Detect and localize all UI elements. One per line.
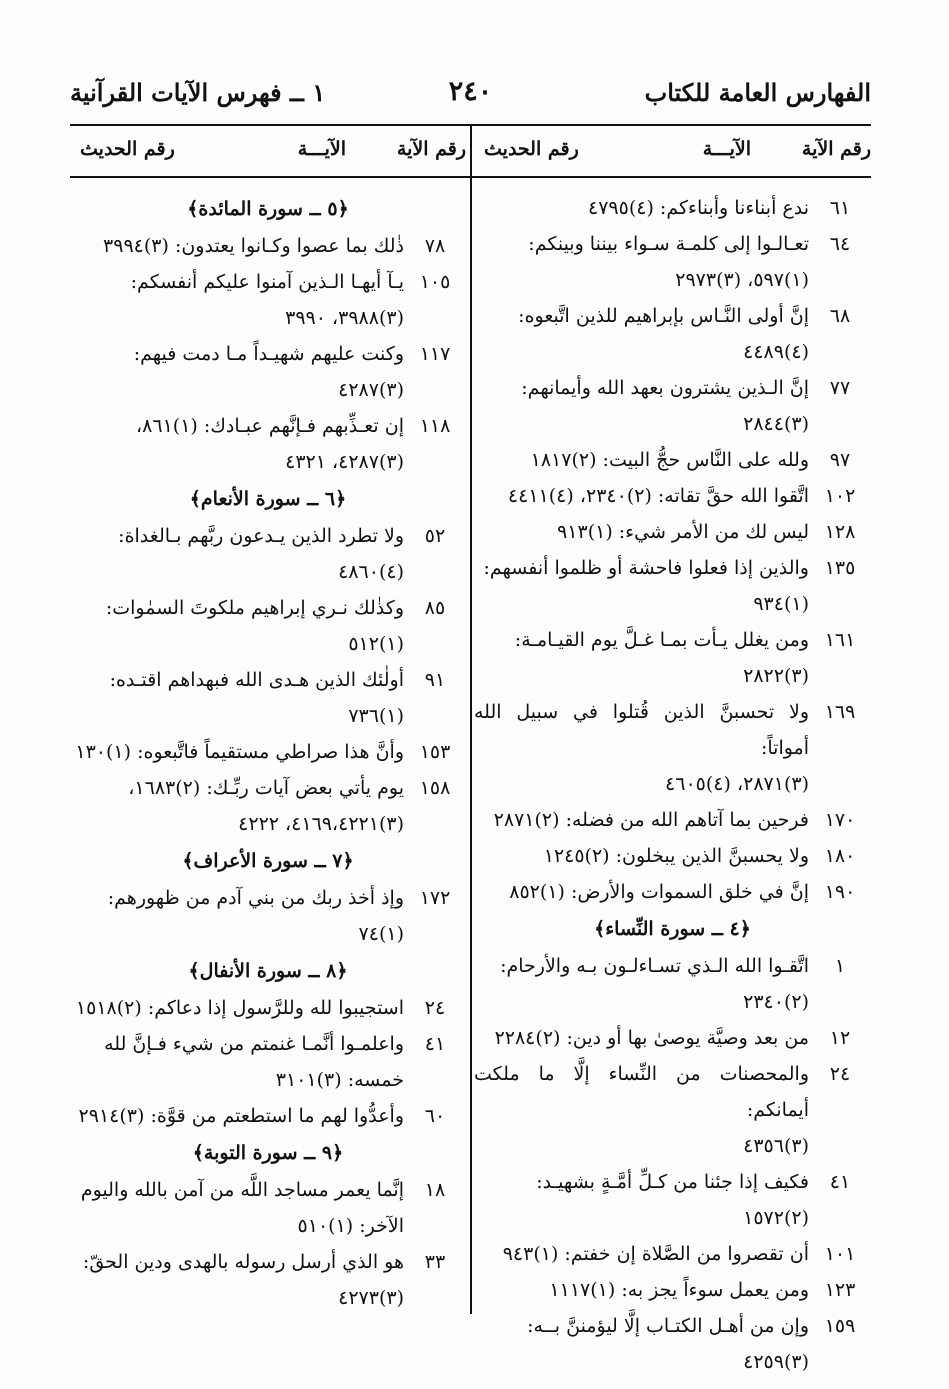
column-header <box>474 124 871 176</box>
ayah-number: ٦٤ <box>829 233 851 255</box>
ayah-number: ١٢٣ <box>824 1279 856 1301</box>
hadith-references: (٣)٤١٦٩،٤٢٢١، ٤٢٢٢ <box>238 813 404 835</box>
ayah-number: ١٦١ <box>824 629 856 651</box>
ayah-text: ومن يغلل يـأت بمـا غـلَّ يوم القيـامـة: <box>514 629 809 651</box>
entry-body <box>474 1272 809 1308</box>
hadith-references: (١)٧٣٦ <box>348 705 404 727</box>
index-entry <box>70 1026 466 1098</box>
column-divider <box>470 124 472 1314</box>
entry-body <box>474 802 809 838</box>
ayah-number: ١١٨ <box>419 415 451 437</box>
hadith-references: (٣)٤٣٥٦ <box>743 1135 809 1157</box>
entry-body <box>70 990 404 1026</box>
entry-body <box>474 190 809 226</box>
index-entry <box>474 298 871 370</box>
surah-heading: ﴿٩ ــ سورة التوبة﴾ <box>192 1142 344 1164</box>
ayah-text: وأنَّ هذا صراطي مستقيماً فاتَّبعوه: (١)١٣٠ <box>75 741 404 763</box>
entry-body <box>70 1172 404 1244</box>
index-entry <box>474 802 871 838</box>
index-entry <box>70 264 466 336</box>
index-entry <box>474 874 871 910</box>
ayah-text: وإذ أخذ ربك من بني آدم من ظهورهم: <box>107 887 404 909</box>
entry-body <box>474 550 809 622</box>
column-header <box>70 124 466 176</box>
index-entry <box>70 336 466 408</box>
ayah-number: ١١٧ <box>419 343 451 365</box>
ayah-text: ولا يحسبنَّ الذين يبخلون: (٢)١٢٤٥ <box>543 845 809 867</box>
ayah-number: ١٢٨ <box>824 521 856 543</box>
entry-body <box>70 1098 404 1134</box>
entry-body <box>70 228 404 264</box>
index-entry <box>474 838 871 874</box>
index-entry <box>70 1244 466 1316</box>
hadith-references: (٤)٤٤٨٩ <box>743 341 809 363</box>
ayah-number: ٩٧ <box>829 449 851 471</box>
entry-body <box>474 478 809 514</box>
section-title: ١ ــ فهرس الآيات القرآنية <box>70 78 326 107</box>
entry-body <box>474 1236 809 1272</box>
ayah-text: إنَّ في خلق السموات والأرض: (١)٨٥٢ <box>509 881 809 903</box>
ayah-text: يـآ أيهـا الـذين آمنوا عليكم أنفسكم: <box>130 271 404 293</box>
entry-body <box>70 880 404 952</box>
ayah-text: أن تقصروا من الصَّلاة إن خفتم: (١)٩٤٣ <box>502 1243 809 1265</box>
right-entries <box>474 176 871 1380</box>
ayah-number: ١ <box>834 955 846 977</box>
ayah-text: ولا تحسبنَّ الذين قُتلوا في سبيل الله أمواتاً: <box>474 701 809 759</box>
hadith-references: (٣)٤٢٨٧، ٤٣٢١ <box>285 451 404 473</box>
ayah-text: استجيبوا لله وللرَّسول إذا دعاكم: (٢)١٥١٨ <box>75 997 404 1019</box>
ayah-text: والذين إذا فعلوا فاحشة أو ظلموا أنفسهم: <box>483 557 809 579</box>
ayah-number: ١٠٥ <box>419 271 451 293</box>
ayah-number: ٧٧ <box>829 377 851 399</box>
book-indexes-title: الفهارس العامة للكتاب <box>644 78 871 107</box>
index-entry <box>70 518 466 590</box>
index-entry <box>70 990 466 1026</box>
ayah-text: ندع أبناءنا وأبناءكم: (٤)٤٧٩٥ <box>588 197 809 219</box>
ayah-text: والمحصنات من النِّساء إلَّا ما ملكت أيمانكم: <box>474 1063 809 1121</box>
ayah-number: ٢٤ <box>424 997 446 1019</box>
entry-body <box>474 838 809 874</box>
hadith-references: (١)٥١٢ <box>348 633 404 655</box>
hadith-number-header: رقم الحديث <box>484 138 579 160</box>
index-entry <box>70 662 466 734</box>
entry-body <box>474 948 809 1020</box>
surah-heading: ﴿٦ ــ سورة الأنعام﴾ <box>189 488 347 510</box>
hadith-references: (٢)٢٣٤٠ <box>743 991 809 1013</box>
index-entry <box>474 948 871 1020</box>
hadith-references: (٣)٣٩٨٨، ٣٩٩٠ <box>285 307 404 329</box>
index-entry <box>70 1172 466 1244</box>
hadith-references: خمسه: (٣)٣١٠١ <box>275 1069 404 1091</box>
index-entry <box>474 226 871 298</box>
ayah-text: هو الذي أرسل رسوله بالهدى ودين الحقّ: <box>82 1251 404 1273</box>
ayah-number: ٥٢ <box>424 525 446 547</box>
entry-body <box>70 408 404 480</box>
hadith-references: (٣)٤٢٧٣ <box>338 1287 404 1309</box>
ayah-number: ١٣٥ <box>824 557 856 579</box>
entry-body <box>474 1308 809 1380</box>
index-entry <box>474 622 871 694</box>
index-entry <box>474 478 871 514</box>
surah-heading: ﴿٤ ــ سورة النِّساء﴾ <box>594 918 751 940</box>
entry-body <box>70 662 404 734</box>
ayah-number: ١٧٢ <box>419 887 451 909</box>
index-entry <box>474 514 871 550</box>
index-entry <box>474 1236 871 1272</box>
index-entry <box>474 190 871 226</box>
ayah-text: واعلمـوا أنَّمـا غنمتم من شيء فـإنَّ لله <box>104 1033 404 1055</box>
ayah-text: ولله على النَّاس حجُّ البيت: (٢)١٨١٧ <box>530 449 809 471</box>
ayah-number: ١٨ <box>424 1179 446 1201</box>
index-entry <box>474 370 871 442</box>
index-entry <box>70 590 466 662</box>
entry-body <box>474 1020 809 1056</box>
hadith-references: (٣)٤٢٨٧ <box>338 379 404 401</box>
index-entry <box>474 1056 871 1164</box>
hadith-references: (٣)٤٢٥٩ <box>743 1351 809 1373</box>
ayah-text: اتَّقوا الله حقَّ تقاته: (٢)٢٣٤٠، (٤)٤٤١١ <box>507 485 809 507</box>
entry-body <box>474 298 809 370</box>
ayah-number: ٧٨ <box>424 235 446 257</box>
ayah-text: فرحين بما آتاهم الله من فضله: (٢)٢٨٧١ <box>493 809 809 831</box>
ayah-text: وكذٰلك نـري إبراهيم ملكوتَ السمٰوات: <box>105 597 404 619</box>
ayah-number: ٢٤ <box>829 1063 851 1085</box>
entry-body <box>70 518 404 590</box>
entry-body <box>70 770 404 842</box>
ayah-text: إنَّ أولى النَّـاس بإبراهيم للذين اتَّبعوه: <box>518 305 809 327</box>
right-column <box>474 124 871 1380</box>
hadith-references: (٢)١٥٧٢ <box>743 1207 809 1229</box>
hadith-references: (١)٥٩٧، (٣)٢٩٧٣ <box>675 269 809 291</box>
index-entry <box>70 1098 466 1134</box>
surah-heading: ﴿٥ ــ سورة المائدة﴾ <box>187 198 349 220</box>
ayah-number: ١٠١ <box>824 1243 856 1265</box>
entry-body <box>474 226 809 298</box>
ayah-text: اتَّقـوا الله الـذي تسـاءلـون بـه والأرحام: <box>500 955 809 977</box>
index-entry <box>474 1272 871 1308</box>
ayah-number: ٦١ <box>829 197 851 219</box>
ayah-number: ١٠٢ <box>824 485 856 507</box>
index-entry <box>70 408 466 480</box>
entry-body <box>70 264 404 336</box>
ayah-number: ١٥٨ <box>419 777 451 799</box>
ayah-text: إنَّ الـذين يشترون بعهد الله وأيمانهم: <box>521 377 809 399</box>
ayah-number: ٦٠ <box>424 1105 446 1127</box>
hadith-references: الآخر: (١)٥١٠ <box>297 1215 404 1237</box>
ayah-number: ١٥٣ <box>419 741 451 763</box>
entry-body <box>70 590 404 662</box>
ayah-number: ٩١ <box>424 669 446 691</box>
ayah-text: فكيف إذا جئنا من كـلِّ أمَّـةٍ بشهيـد: <box>536 1171 809 1193</box>
hadith-references: (١)٩٣٤ <box>753 593 809 615</box>
ayah-number: ٦٨ <box>829 305 851 327</box>
hadith-references: (٤)٤٨٦٠ <box>338 561 404 583</box>
ayah-header: الآيـــة <box>702 138 751 160</box>
ayah-number: ٣٣ <box>424 1251 446 1273</box>
entry-body <box>474 622 809 694</box>
ayah-header: الآيـــة <box>297 138 346 160</box>
entry-body <box>70 734 404 770</box>
ayah-text: ولا تطرد الذين يـدعون ربَّهم بـالغداة: <box>118 525 404 547</box>
index-entry <box>70 880 466 952</box>
ayah-number: ١٩٠ <box>824 881 856 903</box>
entry-body <box>474 1056 809 1164</box>
index-entry <box>474 442 871 478</box>
ayah-number: ١٢ <box>829 1027 851 1049</box>
hadith-references: (٣)٢٨٢٢ <box>743 665 809 687</box>
entry-body <box>474 514 809 550</box>
entry-body <box>474 1164 809 1236</box>
ayah-text: وكنت عليهم شهيـداً مـا دمت فيهم: <box>133 343 404 365</box>
ayah-number: ١٧٠ <box>824 809 856 831</box>
ayah-text: إنَّما يعمر مساجد اللَّه من آمن بالله واليوم <box>80 1179 404 1201</box>
hadith-references: (١)٧٤ <box>358 923 404 945</box>
index-entry <box>70 770 466 842</box>
ayah-text: من بعد وصيَّة يوصىٰ بها أو دين: (٢)٢٢٨٤ <box>494 1027 809 1049</box>
ayah-text: ومن يعمل سوءاً يجز به: (١)١١١٧ <box>549 1279 809 1301</box>
ayah-number: ٤١ <box>829 1171 851 1193</box>
index-entry <box>70 228 466 264</box>
page-header <box>70 78 871 112</box>
ayah-text: ليس لك من الأمر شيء: (١)٩١٣ <box>557 521 809 543</box>
index-entry <box>474 1020 871 1056</box>
ayah-text: ذٰلك بما عصوا وكـانوا يعتدون: (٣)٣٩٩٤ <box>103 235 404 257</box>
ayah-text: وإن من أهـل الكتـاب إلَّا ليؤمننَّ بــه: <box>527 1315 809 1337</box>
index-entry <box>70 734 466 770</box>
ayah-number-header: رقم الآية <box>801 138 871 160</box>
ayah-number-header: رقم الآية <box>396 138 466 160</box>
ayah-number: ١٨٠ <box>824 845 856 867</box>
ayah-text: تعـالـوا إلى كلمـة سـواء بيننا وبينكم: <box>528 233 809 255</box>
entry-body <box>70 336 404 408</box>
ayah-number: ١٥٩ <box>824 1315 856 1337</box>
index-entry <box>474 550 871 622</box>
entry-body <box>70 1026 404 1098</box>
surah-heading: ﴿٧ ــ سورة الأعراف﴾ <box>182 850 354 872</box>
ayah-number: ٨٥ <box>424 597 446 619</box>
entry-body <box>474 694 809 802</box>
entry-body <box>474 442 809 478</box>
ayah-text: إن تعـذِّبهم فـإنَّهم عبـادك: (١)٨٦١، <box>136 415 404 437</box>
surah-heading: ﴿٨ ــ سورة الأنفال﴾ <box>188 960 348 982</box>
entry-body <box>474 874 809 910</box>
ayah-text: يوم يأتي بعض آيات ربِّـك: (٢)١٦٨٣، <box>128 777 404 799</box>
entry-body <box>474 370 809 442</box>
hadith-references: (٣)٢٨٧١، (٤)٤٦٠٥ <box>665 773 809 795</box>
left-column <box>70 124 466 1316</box>
page-number: ٢٤٠ <box>448 76 493 107</box>
ayah-number: ٤١ <box>424 1033 446 1055</box>
index-entry <box>474 694 871 802</box>
index-entry <box>474 1308 871 1380</box>
index-entry <box>474 1164 871 1236</box>
ayah-text: أولٰئك الذين هـدى الله فبهداهم اقتـده: <box>109 669 404 691</box>
hadith-references: (٣)٢٨٤٤ <box>743 413 809 435</box>
ayah-number: ١٦٩ <box>824 701 856 723</box>
hadith-number-header: رقم الحديث <box>80 138 175 160</box>
ayah-text: وأعدُّوا لهم ما استطعتم من قوَّة: (٣)٢٩١٤ <box>78 1105 404 1127</box>
left-entries <box>70 176 466 1316</box>
entry-body <box>70 1244 404 1316</box>
